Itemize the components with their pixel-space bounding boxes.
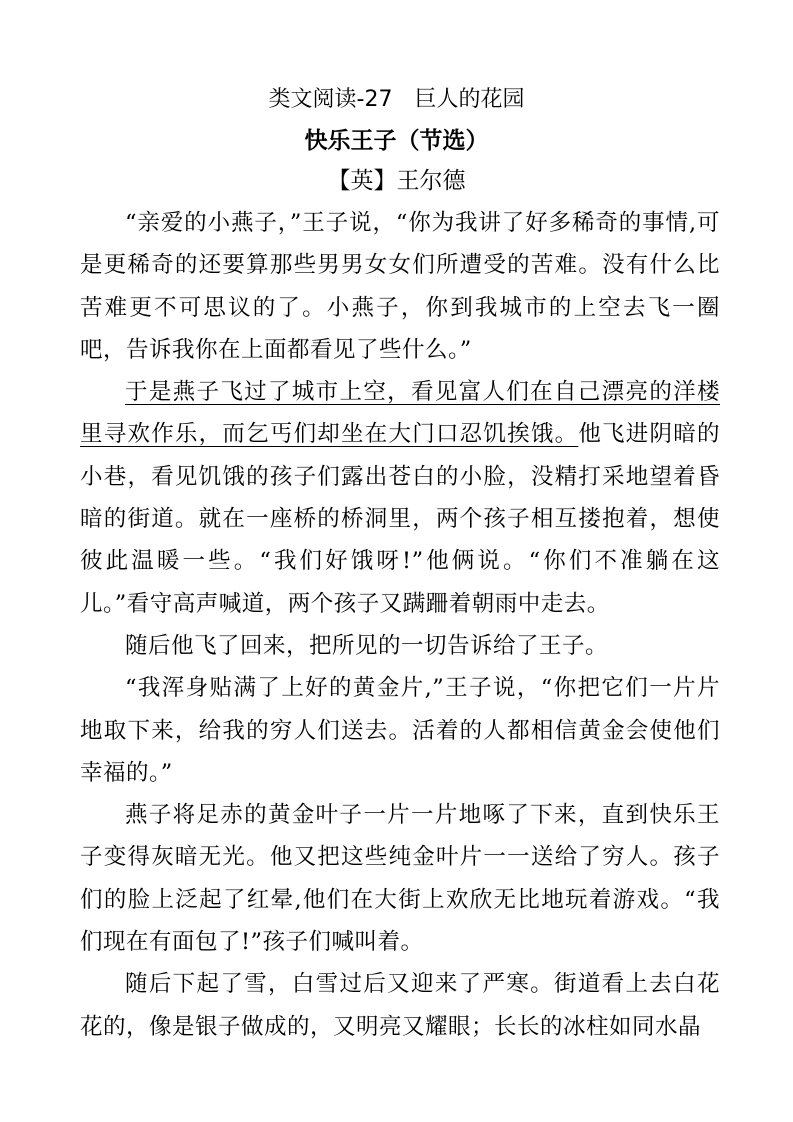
paragraph-5 [80,794,720,963]
unit-title: 巨人的花园 [414,87,525,112]
underlined-sentence: 于是燕子飞过了城市上空，看见富人们在自己漂亮的洋楼里寻欢作乐，而乞丐们却坐在大门口忍饥挨饿。 [80,379,720,448]
paragraph-4 [80,667,720,794]
series-heading [0,82,793,113]
article-body [80,202,720,1048]
paragraph-text: 燕子将足赤的黄金叶子一片一片地啄了下来，直到快乐王子变得灰暗无光。他又把这些纯金叶片一一送给了穷人。孩子们的脸上泛起了红晕,他们在大街上欢欣无比地玩着游戏。“我们现在有面包了!”孩子们喊叫着。 [80,802,720,956]
paragraph-text: 随后下起了雪，白雪过后又迎来了严寒。街道看上去白花花的，像是银子做成的，又明亮又耀眼；长长的冰柱如同水晶 [80,971,720,1040]
author-line: 【英】王尔德 [327,168,466,194]
paragraph-2 [80,371,720,625]
paragraph-text: 他飞进阴暗的小巷，看见饥饿的孩子们露出苍白的小脸，没精打采地望着昏暗的街道。就在一座桥的桥洞里，两个孩子相互搂抱着，想使彼此温暖一些。“我们好饿呀!”他俩说。“你们不准躺在这儿。”看守高声喊道，两个孩子又蹒跚着朝雨中走去。 [80,421,720,617]
series-label: 类文阅读-27 [268,87,393,112]
paragraph-3 [80,625,720,667]
paragraph-text: “亲爱的小燕子，”王子说，“你为我讲了好多稀奇的事情,可是更稀奇的还要算那些男男女女们所遭受的苦难。没有什么比苦难更不可思议的了。小燕子，你到我城市的上空去飞一圈吧，告诉我你在上面都看见了些什么。” [80,210,720,363]
paragraph-text: “我浑身贴满了上好的黄金片,”王子说，“你把它们一片片地取下来，给我的穷人们送去。活着的人都相信黄金会使他们幸福的。” [80,675,720,786]
paragraph-6 [80,963,720,1048]
paragraph-1 [80,202,720,371]
paragraph-text: 随后他飞了回来，把所见的一切告诉给了王子。 [125,632,609,659]
article-title: 快乐王子（节选） [304,128,489,154]
